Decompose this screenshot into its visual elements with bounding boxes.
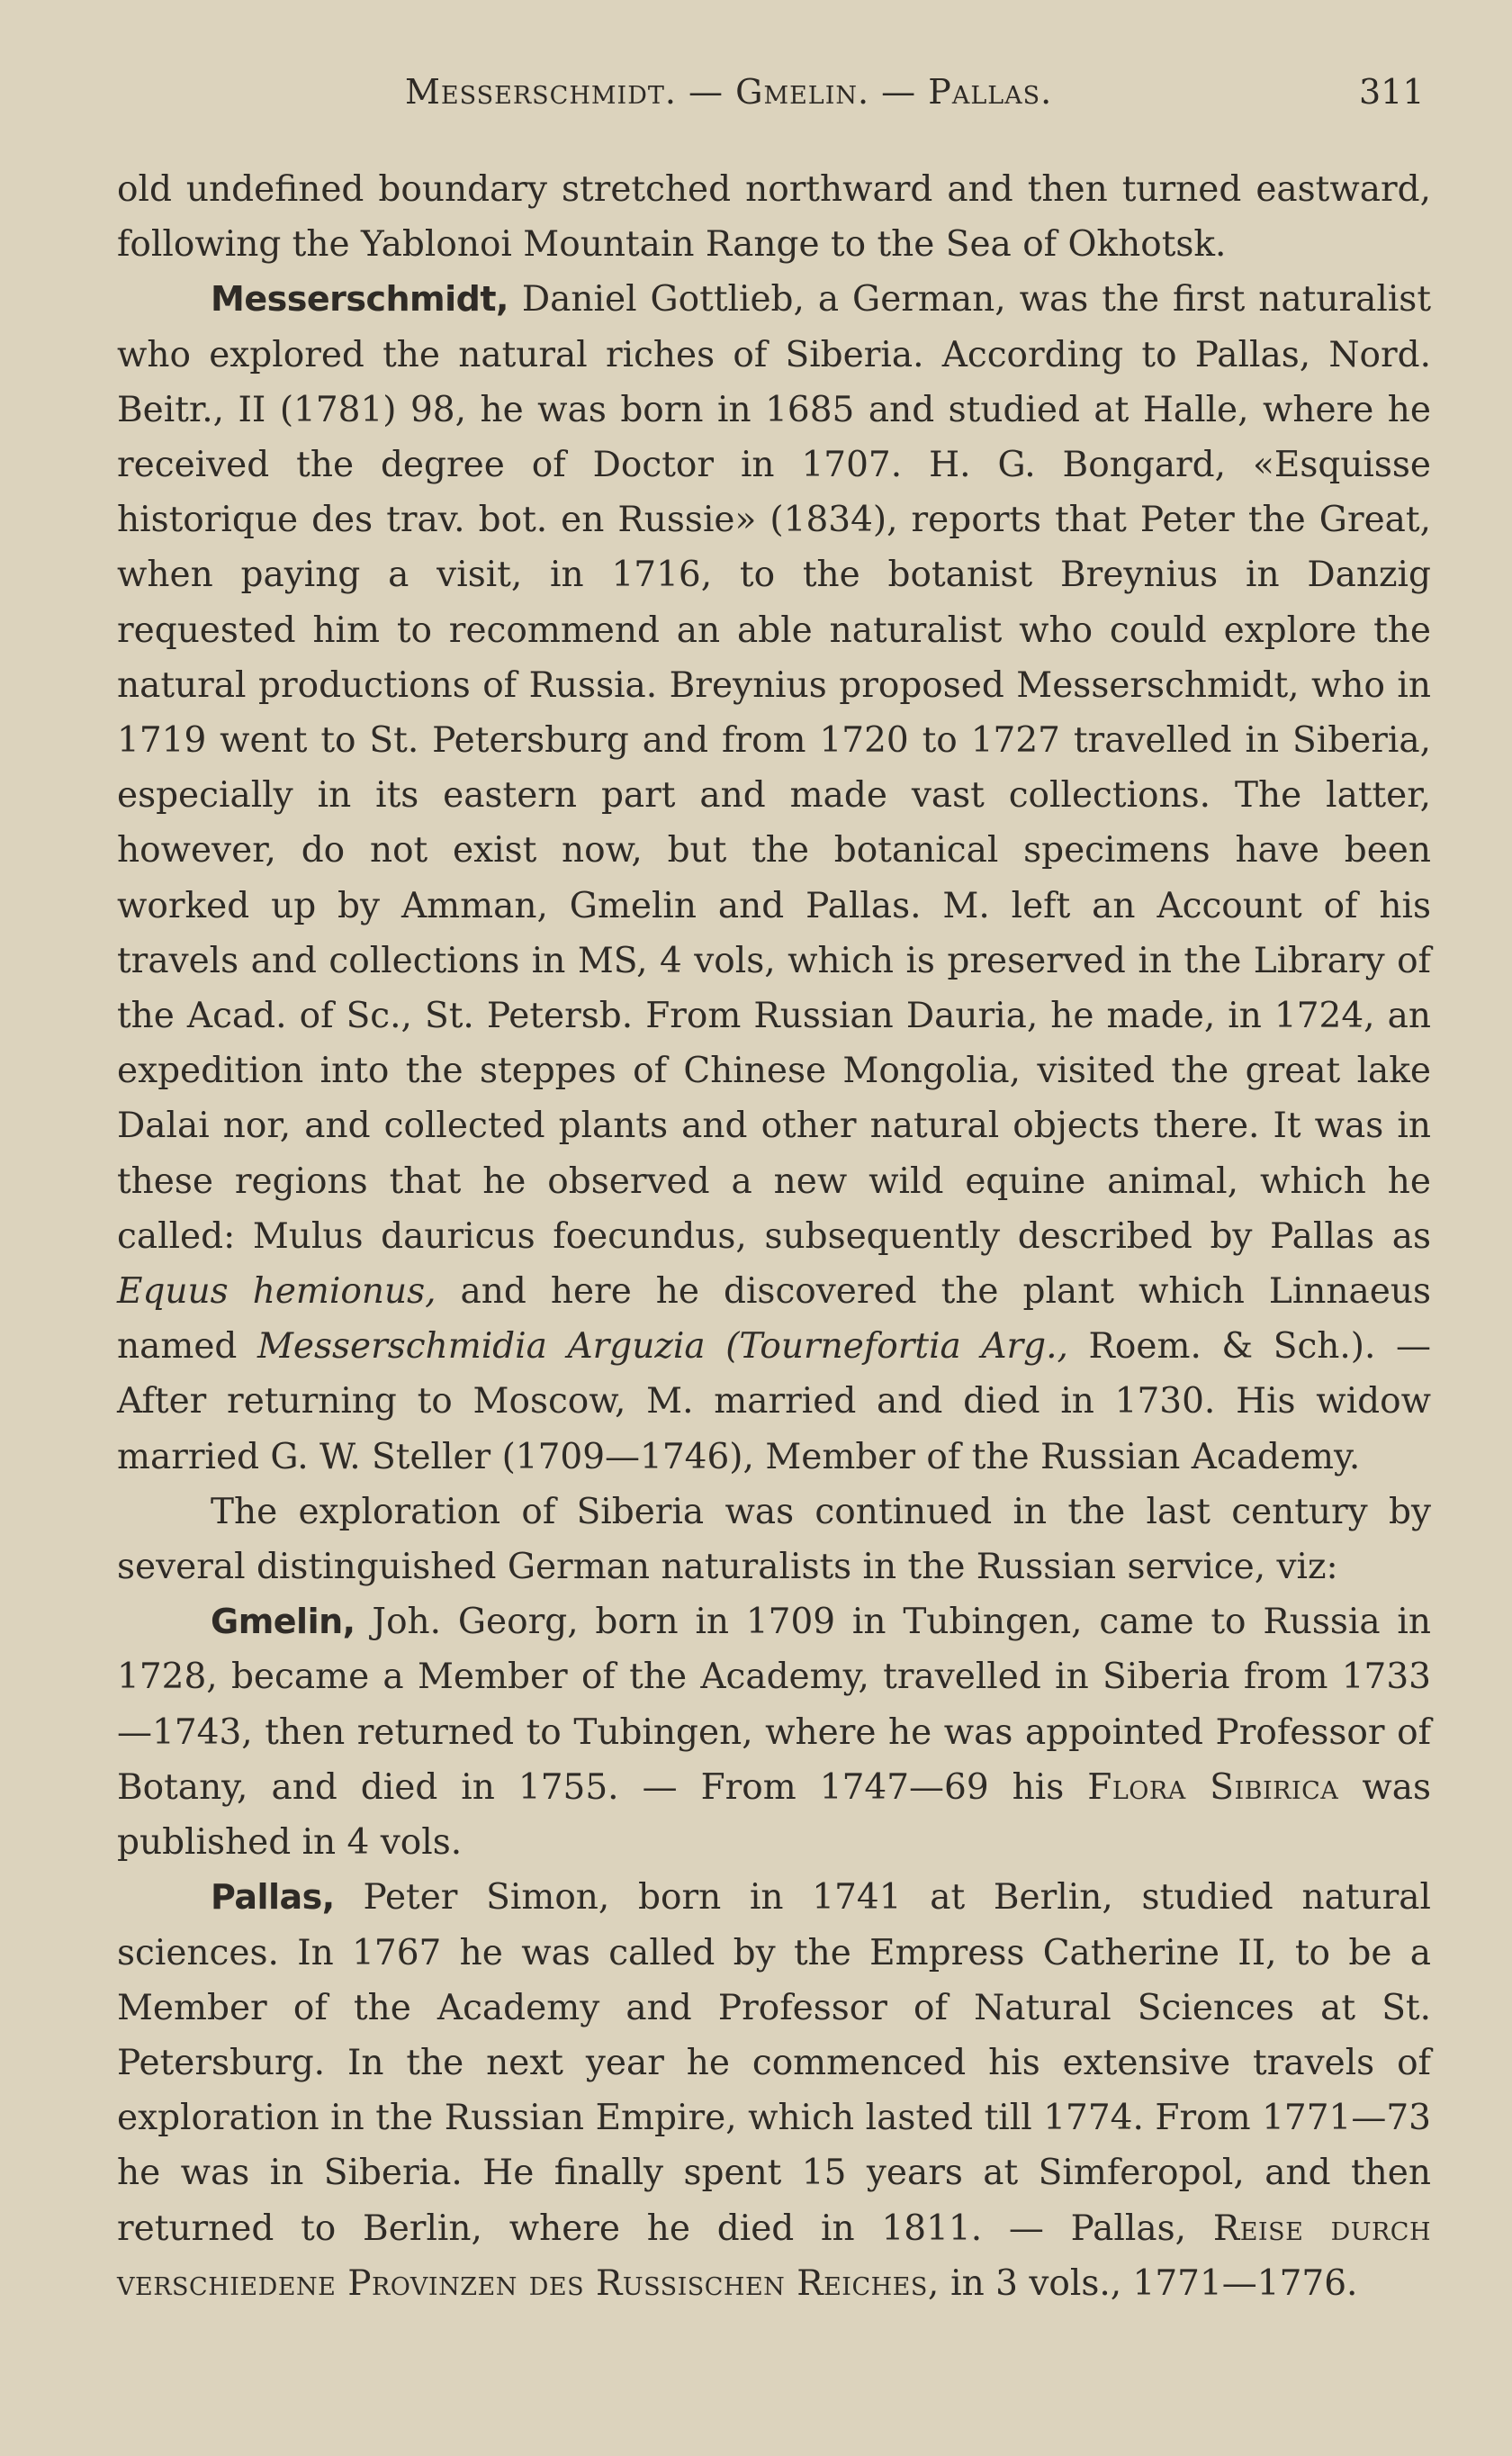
page-number: 311	[1359, 72, 1425, 112]
entry-text: Peter Simon, born in 1741 at Berlin, studied natural sciences. In 1767 he was called by the Empress Catherine II, to be a Member of the Academy and Professor of Natural Sciences at St. Petersburg. In the next year he commenced his extensive travels of exploration in the Russian Empire, which lasted till 1774. From 1771—73 he was in Siberia. He finally spent 15 years at Simferopol, and then returned to Berlin, where he died in 1811. — Pallas,	[117, 1877, 1431, 2249]
paragraph-boundary: old undefined boundary stretched northward and then turned eastward, following the Yablonoi Mountain Range to the Sea of Okhotsk.	[117, 169, 1431, 266]
entry-name-pallas: Pallas,	[211, 1877, 335, 1918]
entry-text: Daniel Gottlieb, a German, was the first naturalist who explored the natural riches of Siberia. According to Pallas, Nord. Beitr., II (1781) 98, he was born in 1685 and studied at Halle, where he received the degree of Doctor in 1707. H. G. Bongard, «Esquisse historique des trav. bot. en Russie» (1834), reports that Peter the Great, when paying a visit, in 1716, to the botanist Breynius in Danzig requested him to recommend an able naturalist who could explore the natural productions of Russia. Breynius proposed Messerschmidt, who in 1719 went to St. Petersburg and from 1720 to 1727 travelled in Siberia, especially in its eastern part and made vast collections. The latter, however, do not exist now, but the botanical specimens have been worked up by Amman, Gmelin and Pallas. M. left an Account of his travels and collections in MS, 4 vols, which is preserved in the Library of the Acad. of Sc., St. Petersb. From Russian Dauria, he made, in 1724, an expedition into the steppes of Chinese Mongolia, visited the great lake Dalai nor, and collected plants and other natural objects there. It was in these regions that he observed a new wild equine animal, which he called: Mulus dauricus foecundus, subsequently described by Pallas as	[117, 279, 1431, 1257]
page-body	[117, 162, 1431, 2311]
entry-name-gmelin: Gmelin,	[211, 1602, 356, 1642]
entry-pallas	[117, 1870, 1431, 2311]
paragraph-exploration: The exploration of Siberia was continued in the last century by several distinguished German naturalists in the Russian service, viz:	[117, 1491, 1431, 1588]
running-head: Messerschmidt. — Gmelin. — Pallas.	[405, 72, 1053, 112]
page-header	[0, 72, 1512, 126]
book-title-flora-sibirica: Flora Sibirica	[1087, 1766, 1339, 1808]
entry-text: in 3 vols., 1771—1776.	[939, 2262, 1358, 2304]
entry-text: was published in 4 vols.	[117, 1766, 1431, 1864]
entry-text: Roem. & Sch.). — After returning to Moscow, M. married and died in 1730. His widow married G. W. Steller (1709—1746), Member of the Russian Academy.	[117, 1326, 1431, 1477]
italic-taxon-messerschmidia: Messerschmidia Arguzia (Tournefortia Arg.,	[256, 1326, 1068, 1368]
italic-taxon-equus: Equus hemionus,	[117, 1271, 436, 1313]
entry-gmelin	[117, 1594, 1431, 1870]
entry-name-messerschmidt: Messerschmidt,	[211, 279, 508, 320]
entry-text: Joh. Georg, born in 1709 in Tubingen, came to Russia in 1728, became a Member of the Academy, travelled in Siberia from 1733—1743, then returned to Tubingen, where he was appointed Professor of Botany, and died in 1755. — From 1747—69 his	[117, 1602, 1431, 1808]
entry-messerschmidt	[117, 272, 1431, 1484]
book-title-reise: Reise durch verschiedene Provinzen des Russischen Reiches,	[117, 2208, 1432, 2304]
entry-text: and here he discovered the plant which Linnaeus named	[117, 1271, 1431, 1368]
